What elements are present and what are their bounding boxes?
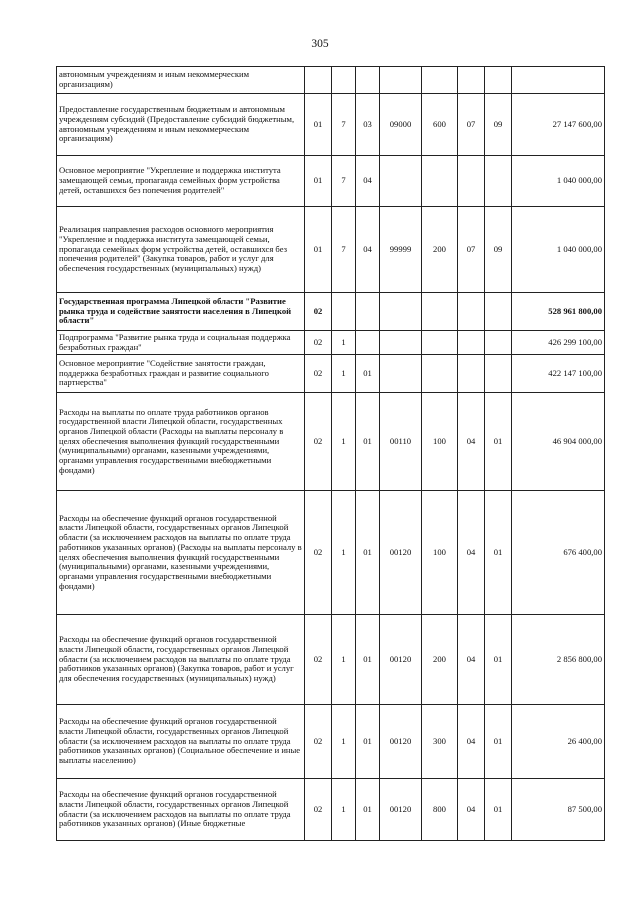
- section-code: 07: [458, 207, 485, 293]
- direction-code: 99999: [380, 207, 422, 293]
- section-code: [458, 355, 485, 393]
- section-code: [458, 293, 485, 331]
- direction-code: [380, 67, 422, 94]
- program-code: 02: [305, 331, 332, 355]
- program-code: 02: [305, 705, 332, 779]
- amount-cell: 426 299 100,00: [512, 331, 605, 355]
- activity-code: [356, 293, 380, 331]
- table-row: [57, 393, 605, 491]
- subsection-code: [485, 331, 512, 355]
- section-code: 04: [458, 615, 485, 705]
- table-row: [57, 67, 605, 94]
- subsection-code: 09: [485, 207, 512, 293]
- row-description: Предоставление государственным бюджетным и автономным учреждениям субсидий (Предоставление субсидий бюджетным, автономным учреждениям и иным некоммерческим организациям): [57, 94, 305, 156]
- direction-code: 00120: [380, 491, 422, 615]
- amount-cell: [512, 67, 605, 94]
- subsection-code: [485, 355, 512, 393]
- subprogram-code: 1: [332, 615, 356, 705]
- activity-code: 01: [356, 491, 380, 615]
- table-row: [57, 491, 605, 615]
- row-description: Реализация направления расходов основного мероприятия "Укрепление и поддержка института замещающей семьи, пропаганда семейных форм устройства детей, оставшихся без попечения родителей" (Закупка товаров, работ и услуг для обеспечения государственных (муниципальных) нужд): [57, 207, 305, 293]
- expense-type-code: 800: [422, 779, 458, 841]
- expense-type-code: [422, 156, 458, 207]
- section-code: [458, 331, 485, 355]
- section-code: [458, 67, 485, 94]
- subprogram-code: 7: [332, 156, 356, 207]
- row-description: автономным учреждениям и иным некоммерческим организациям): [57, 67, 305, 94]
- subsection-code: 01: [485, 615, 512, 705]
- direction-code: 09000: [380, 94, 422, 156]
- subprogram-code: 1: [332, 355, 356, 393]
- row-description: Основное мероприятие "Содействие занятости граждан, поддержка безработных граждан и развитие социального партнерства": [57, 355, 305, 393]
- row-description: Государственная программа Липецкой области "Развитие рынка труда и содействие занятости населения в Липецкой области": [57, 293, 305, 331]
- table-row: [57, 331, 605, 355]
- expense-type-code: 100: [422, 393, 458, 491]
- program-code: 02: [305, 615, 332, 705]
- table-row: [57, 293, 605, 331]
- program-code: 02: [305, 293, 332, 331]
- section-code: [458, 156, 485, 207]
- table-row: [57, 615, 605, 705]
- subsection-code: 09: [485, 94, 512, 156]
- activity-code: 04: [356, 207, 380, 293]
- table-row: [57, 156, 605, 207]
- expense-type-code: [422, 331, 458, 355]
- amount-cell: 1 040 000,00: [512, 207, 605, 293]
- activity-code: [356, 331, 380, 355]
- amount-cell: 2 856 800,00: [512, 615, 605, 705]
- amount-cell: 87 500,00: [512, 779, 605, 841]
- section-code: 04: [458, 491, 485, 615]
- section-code: 04: [458, 393, 485, 491]
- subsection-code: 01: [485, 491, 512, 615]
- row-description: Основное мероприятие "Укрепление и поддержка института замещающей семьи, пропаганда семейных форм устройства детей, оставшихся без попечения родителей": [57, 156, 305, 207]
- program-code: 01: [305, 207, 332, 293]
- program-code: 02: [305, 779, 332, 841]
- table-row: [57, 355, 605, 393]
- direction-code: 00120: [380, 779, 422, 841]
- page-number: 305: [311, 38, 329, 50]
- row-description: Расходы на выплаты по оплате труда работников органов государственной власти Липецкой области, государственных органов Липецкой области (Расходы на выплаты персоналу в целях обеспечения выполнения функций государственными (муниципальными) органами, казенными учреждениями, органами управления государственными внебюджетными фондами): [57, 393, 305, 491]
- table-row: [57, 207, 605, 293]
- table-row: [57, 705, 605, 779]
- program-code: 01: [305, 94, 332, 156]
- amount-cell: 676 400,00: [512, 491, 605, 615]
- subsection-code: [485, 67, 512, 94]
- program-code: 02: [305, 491, 332, 615]
- row-description: Расходы на обеспечение функций органов государственной власти Липецкой области, государственных органов Липецкой области (за исключением расходов на выплаты по оплате труда работников указанных органов) (Расходы на выплаты персоналу в целях обеспечения выполнения функций государственными (муниципальными) органами, казенными учреждениями, органами управления государственными внебюджетными фондами): [57, 491, 305, 615]
- amount-cell: 26 400,00: [512, 705, 605, 779]
- subsection-code: 01: [485, 393, 512, 491]
- expense-type-code: 200: [422, 207, 458, 293]
- program-code: 01: [305, 156, 332, 207]
- row-description: Расходы на обеспечение функций органов государственной власти Липецкой области, государственных органов Липецкой области (за исключением расходов на выплаты по оплате труда работников указанных органов) (Иные бюджетные: [57, 779, 305, 841]
- subprogram-code: 7: [332, 94, 356, 156]
- activity-code: 03: [356, 94, 380, 156]
- expense-type-code: 300: [422, 705, 458, 779]
- subsection-code: [485, 156, 512, 207]
- budget-body: [57, 67, 605, 841]
- program-code: [305, 67, 332, 94]
- row-description: Подпрограмма "Развитие рынка труда и социальная поддержка безработных граждан": [57, 331, 305, 355]
- amount-cell: 422 147 100,00: [512, 355, 605, 393]
- expense-type-code: [422, 67, 458, 94]
- subprogram-code: 1: [332, 491, 356, 615]
- subprogram-code: 1: [332, 393, 356, 491]
- expense-type-code: [422, 355, 458, 393]
- direction-code: [380, 331, 422, 355]
- subprogram-code: 1: [332, 331, 356, 355]
- amount-cell: 528 961 800,00: [512, 293, 605, 331]
- row-description: Расходы на обеспечение функций органов государственной власти Липецкой области, государственных органов Липецкой области (за исключением расходов на выплаты по оплате труда работников указанных органов) (Закупка товаров, работ и услуг для обеспечения государственных (муниципальных) нужд): [57, 615, 305, 705]
- activity-code: 01: [356, 393, 380, 491]
- activity-code: 01: [356, 355, 380, 393]
- expense-type-code: 100: [422, 491, 458, 615]
- direction-code: [380, 355, 422, 393]
- subsection-code: 01: [485, 779, 512, 841]
- subprogram-code: 1: [332, 779, 356, 841]
- expense-type-code: 200: [422, 615, 458, 705]
- activity-code: 04: [356, 156, 380, 207]
- activity-code: 01: [356, 615, 380, 705]
- direction-code: [380, 293, 422, 331]
- direction-code: 00120: [380, 705, 422, 779]
- activity-code: 01: [356, 705, 380, 779]
- table-row: [57, 94, 605, 156]
- subprogram-code: [332, 67, 356, 94]
- direction-code: [380, 156, 422, 207]
- expense-type-code: 600: [422, 94, 458, 156]
- budget-table: [56, 66, 605, 841]
- program-code: 02: [305, 355, 332, 393]
- subprogram-code: 7: [332, 207, 356, 293]
- table-row: [57, 779, 605, 841]
- amount-cell: 1 040 000,00: [512, 156, 605, 207]
- expense-type-code: [422, 293, 458, 331]
- subprogram-code: [332, 293, 356, 331]
- subsection-code: 01: [485, 705, 512, 779]
- subprogram-code: 1: [332, 705, 356, 779]
- activity-code: 01: [356, 779, 380, 841]
- direction-code: 00110: [380, 393, 422, 491]
- program-code: 02: [305, 393, 332, 491]
- activity-code: [356, 67, 380, 94]
- subsection-code: [485, 293, 512, 331]
- row-description: Расходы на обеспечение функций органов государственной власти Липецкой области, государственных органов Липецкой области (за исключением расходов на выплаты по оплате труда работников указанных органов) (Социальное обеспечение и иные выплаты населению): [57, 705, 305, 779]
- amount-cell: 27 147 600,00: [512, 94, 605, 156]
- section-code: 07: [458, 94, 485, 156]
- amount-cell: 46 904 000,00: [512, 393, 605, 491]
- direction-code: 00120: [380, 615, 422, 705]
- section-code: 04: [458, 779, 485, 841]
- section-code: 04: [458, 705, 485, 779]
